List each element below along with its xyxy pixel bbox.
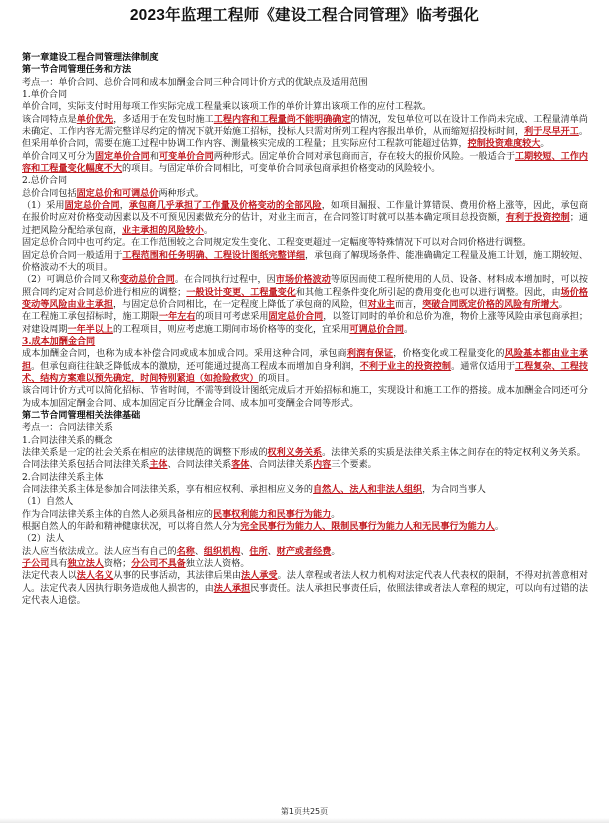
text-run: （2）法人 (22, 534, 65, 545)
text-run: 。 (331, 509, 341, 520)
paragraph (22, 250, 588, 275)
text-run: 。法律关系的实质是法律关系主体之间存在的特定权利义务关系。 (322, 448, 586, 458)
text-run: 两种形式。固定单价合同对承包商而言，存在较大的报价风险。一般适合于 (213, 151, 515, 162)
text-run: 等原因而使工程所使用的人员、设备、材料成本增加时，可以按照合同约定对合同总价进行相应的调整； (22, 275, 588, 298)
text-run: 。法人章程或者法人权力机构对法定代表人代表权的限制，不得对抗善意相对人。法定代表人因执行职务造成他人损害的，由 (22, 571, 588, 594)
paragraph (22, 521, 588, 533)
paragraph (22, 89, 588, 101)
section-heading (22, 52, 588, 64)
text-run: 。但采用单价合同，需要在施工过程中协调工作内容、测量核实完成的工程量；且实际应付工程款可能超过估算， (22, 127, 588, 150)
text-run: 该合同计价方式可以简化招标、节省时间，不需等到设计图纸完成后才开始招标和施工，实现设计和施工工作的搭接。成本加酬金合同还可分为成本加固定酬金合同、成本加固定百分比酬金合同、成本加可变酬金合同等形式。 (22, 386, 588, 409)
text-run: ，价格变化或工程量变化的 (393, 349, 505, 360)
paragraph (22, 237, 588, 249)
highlighted-phrase: 不利于业主的投资控制 (359, 360, 452, 372)
text-run: （1）采用 (22, 201, 65, 212)
paragraph (22, 472, 588, 484)
text-run: 具有 (49, 559, 68, 570)
text-run: 。在合同执行过程中，因 (174, 275, 276, 286)
text-run: 资格； (103, 559, 132, 570)
text-run: 、 (267, 546, 277, 557)
highlighted-phrase: 固定总价和可调总价 (76, 187, 159, 199)
paragraph (22, 188, 588, 200)
text-run: 成本加酬金合同，也称为成本补偿合同或成本加成合同。采用这种合同，承包商 (22, 349, 347, 360)
document-body (22, 52, 588, 607)
text-run: 2.合同法律关系主体 (22, 472, 104, 483)
text-run: 该合同特点是 (22, 114, 77, 125)
text-run: 1.单价合同 (22, 90, 68, 101)
text-run: ，与固定总价合同相比，在一定程度上降低了承包商的风险，但 (112, 299, 368, 310)
highlighted-phrase: 工程内容和工程量尚不能明确确定 (213, 113, 351, 125)
text-run: 三个要素。 (331, 460, 377, 471)
text-run: 合同法律关系包括合同法律关系 (22, 460, 150, 471)
text-run: 第二节合同管理相关法律基础 (22, 410, 141, 421)
highlighted-phrase: 住所 (249, 545, 268, 557)
highlighted-phrase: 客体 (231, 459, 250, 471)
highlighted-phrase: 分公司不具备 (131, 558, 186, 570)
text-run: 、 (194, 546, 204, 557)
highlighted-phrase: 有利于投资控制 (505, 212, 570, 224)
text-run: ，多适用于在发包时施工 (113, 114, 214, 125)
highlighted-phrase: 单价优先 (76, 113, 114, 125)
highlighted-phrase: 法人承受 (241, 570, 278, 582)
highlighted-phrase: 利润有保证 (346, 348, 394, 360)
highlighted-phrase: 业主承担的风险较小 (122, 224, 204, 236)
paragraph (22, 151, 588, 176)
highlighted-phrase: 可调总价合同 (349, 323, 404, 335)
text-run: 的项目。 (258, 373, 295, 384)
text-run: 法律关系是一定的社会关系在相应的法律规范的调整下形成的 (22, 448, 268, 458)
highlighted-phrase: 工程复杂、工程技术、结构方案难以预先确定，时间特别紧迫（如抢险救灾） (22, 360, 588, 384)
paragraph (22, 274, 588, 311)
paragraph (22, 496, 588, 508)
highlighted-phrase: 场价格变动等风险由业主承担 (22, 286, 588, 310)
text-run: 和其他工程条件变化所引起的费用变化也可以进行调整。因此，由 (295, 287, 561, 298)
paragraph (22, 101, 588, 113)
text-run: （1）自然人 (22, 497, 74, 508)
paragraph (22, 447, 588, 459)
text-run: 第一节合同管理任务和方法 (22, 65, 132, 76)
text-run: 和 (149, 151, 159, 162)
text-run: 。 (540, 139, 550, 150)
text-run: 法定代表人以 (22, 571, 77, 582)
highlighted-phrase: 子公司 (22, 558, 50, 570)
section-heading (22, 64, 588, 76)
highlighted-phrase: 工程范围和任务明确、工程设计图纸完整详细 (122, 249, 305, 261)
highlighted-phrase: 突破合同既定价格的风险有所增大 (422, 298, 559, 310)
highlighted-phrase: 固定总价合同 (64, 200, 120, 212)
text-run: ，为合同当事人 (422, 485, 486, 496)
text-run: 的工程项目，则应考虑施工期间市场价格等的变化，宜采用 (112, 324, 350, 335)
text-run: ，以签订同时的单价和总价为准，物价上涨等风险由承包商承担；对建设周期 (22, 312, 588, 335)
text-run: 法人应当依法成立。法人应当有自己的 (22, 546, 177, 557)
text-run: 合同法律关系主体是参加合同法律关系，享有相应权利、承担相应义务的 (22, 485, 314, 496)
paragraph (22, 348, 588, 385)
text-run: ，如项目漏报、工作量计算错误、费用价格上涨等，因此，承包商在报价时应对价格变动因素以及不可预见因素做充分的估计，对业主而言，在合同签订时就可以基本确定项目总投资额， (22, 201, 588, 224)
highlighted-phrase: 独立法人 (67, 558, 104, 570)
text-run: 。 (203, 225, 214, 236)
highlighted-phrase: 财产或者经费 (276, 545, 332, 557)
text-run: 。通常仅适用于 (451, 361, 515, 372)
paragraph (22, 114, 588, 151)
text-run: 在工程施工承包招标时，施工期限 (22, 312, 159, 323)
document-title: 2023年监理工程师《建设工程合同管理》临考强化 (129, 7, 480, 24)
text-run: 从事的民事活动，其法律后果由 (113, 571, 242, 582)
highlighted-phrase: 内容 (313, 459, 332, 471)
highlighted-phrase: 固定单价合同 (95, 150, 150, 162)
highlighted-phrase: 一年左右 (158, 311, 196, 323)
text-run: 、合同法律关系 (167, 460, 232, 471)
highlighted-phrase: 法人承担 (213, 582, 251, 594)
paragraph (22, 459, 588, 471)
text-run: 根据自然人的年龄和精神健康状况，可以将自然人分为 (22, 522, 241, 533)
paragraph (22, 422, 588, 434)
highlighted-phrase: 承包商几乎承担了工作量及价格变动的全部风险 (128, 200, 322, 212)
text-run: ；通过把风险分配给承包商， (22, 213, 588, 236)
paragraph (22, 200, 588, 237)
text-run: 的项目。与固定单价合同相比，可变单价合同承包商承担价格变动的风险较小。 (122, 164, 441, 175)
highlighted-phrase: 法人名义 (76, 570, 114, 582)
highlighted-phrase: 变动总价合同 (119, 274, 175, 286)
paragraph (22, 558, 588, 570)
text-run: 。但承包商往往缺乏降低成本的激励，还可能通过提高工程成本而增加自身利润， (31, 361, 360, 372)
text-run: 的项目可考虑采用 (195, 312, 269, 323)
highlighted-phrase: 完全民事行为能力人、限制民事行为能力人和无民事行为能力人 (240, 521, 495, 533)
text-run: 两种形式。 (158, 188, 204, 199)
paragraph (22, 435, 588, 447)
paragraph (22, 77, 588, 89)
text-run: 民事责任。法人承担民事责任后，依照法律或者法人章程的规定，可以向有过错的法定代表人追偿。 (22, 583, 588, 607)
text-run: 。 (558, 299, 568, 310)
highlighted-phrase: 主体 (149, 459, 168, 471)
text-run: 考点一：合同法律关系 (22, 423, 113, 434)
page-number: 第1页共25页 (280, 807, 329, 816)
paragraph (22, 385, 588, 410)
highlighted-phrase: 名称 (176, 545, 195, 557)
highlighted-phrase: 控制投资难度较大 (467, 138, 541, 150)
text-run: 固定总价合同中也可约定。在工作范围较之合同规定发生变化、工程变更超过一定幅度等特殊情况下可以对合同价格进行调整。 (22, 238, 532, 249)
highlighted-phrase: 风险基本都由业主承担 (22, 348, 588, 372)
text-run: 。 (331, 546, 341, 557)
text-run: 独立法人资格。 (185, 559, 250, 570)
page-bottom-edge (0, 818, 609, 823)
highlighted-phrase: 固定总价合同 (268, 311, 324, 323)
text-run: ，承包商了解现场条件、能准确确定工程量及施工计划，施工期较短、价格波动不大的项目。 (22, 250, 588, 273)
text-run: 考点一：单价合同、总价合同和成本加酬金合同三种合同计价方式的优缺点及适用范围 (22, 77, 368, 88)
text-run: 而言， (394, 299, 423, 310)
paragraph (22, 546, 588, 558)
text-run: 单价合同又可分为 (22, 151, 96, 162)
text-run: 2.总价合同 (22, 176, 68, 187)
text-run: 。 (404, 324, 414, 335)
paragraph (22, 336, 588, 348)
highlighted-phrase: 权利义务关系 (267, 447, 323, 458)
highlighted-phrase: 一般设计变更、工程量变化 (186, 286, 296, 298)
highlighted-phrase: 民事权利能力和民事行为能力 (212, 508, 332, 520)
highlighted-phrase: 市场价格波动 (275, 274, 331, 286)
highlighted-phrase: 对业主 (367, 298, 395, 310)
highlighted-phrase: 自然人、法人和非法人组织 (313, 484, 423, 496)
text-run: 、 (240, 546, 250, 557)
paragraph (22, 570, 588, 607)
text-run: 。 (494, 522, 505, 533)
highlighted-phrase: 一年半以上 (67, 323, 113, 335)
highlighted-phrase: 利于尽早开工 (524, 126, 579, 138)
highlighted-phrase: 组织机构 (203, 545, 241, 557)
text-run: 作为合同法律关系主体的自然人必须具备相应的 (22, 509, 213, 520)
highlighted-phrase: 3.成本加酬金合同 (22, 335, 96, 347)
text-run: 单价合同，实际支付时用每项工作实际完成工程量乘以该项工作的单价计算出该项工作的应付工程款。 (22, 102, 432, 113)
text-run: 固定总价合同一般适用于 (22, 250, 123, 261)
paragraph (22, 509, 588, 521)
paragraph (22, 311, 588, 336)
paragraph (22, 484, 588, 496)
text-run: 第一章建设工程合同管理法律制度 (22, 53, 159, 63)
section-heading (22, 410, 588, 422)
text-run: 的情况，发包单位可以在设计工作尚未完成、工程量清单尚未确定、工作内容无需完整详尽约定的情况下就开始施工招标，投标人只需对所列工程内容报出单价，从而缩短招投标时间， (22, 114, 588, 138)
highlighted-phrase: 工期较短、工作内容和工程量变化幅度不大 (22, 150, 588, 175)
text-run: 1.合同法律关系的概念 (22, 435, 113, 446)
text-run: 总价合同包括 (22, 188, 77, 199)
paragraph (22, 175, 588, 187)
text-run: （2）可调总价合同又称 (22, 275, 120, 286)
highlighted-phrase: 可变单价合同 (158, 150, 214, 162)
text-run: ， (119, 201, 129, 212)
paragraph (22, 533, 588, 545)
text-run: 、合同法律关系 (249, 460, 314, 471)
